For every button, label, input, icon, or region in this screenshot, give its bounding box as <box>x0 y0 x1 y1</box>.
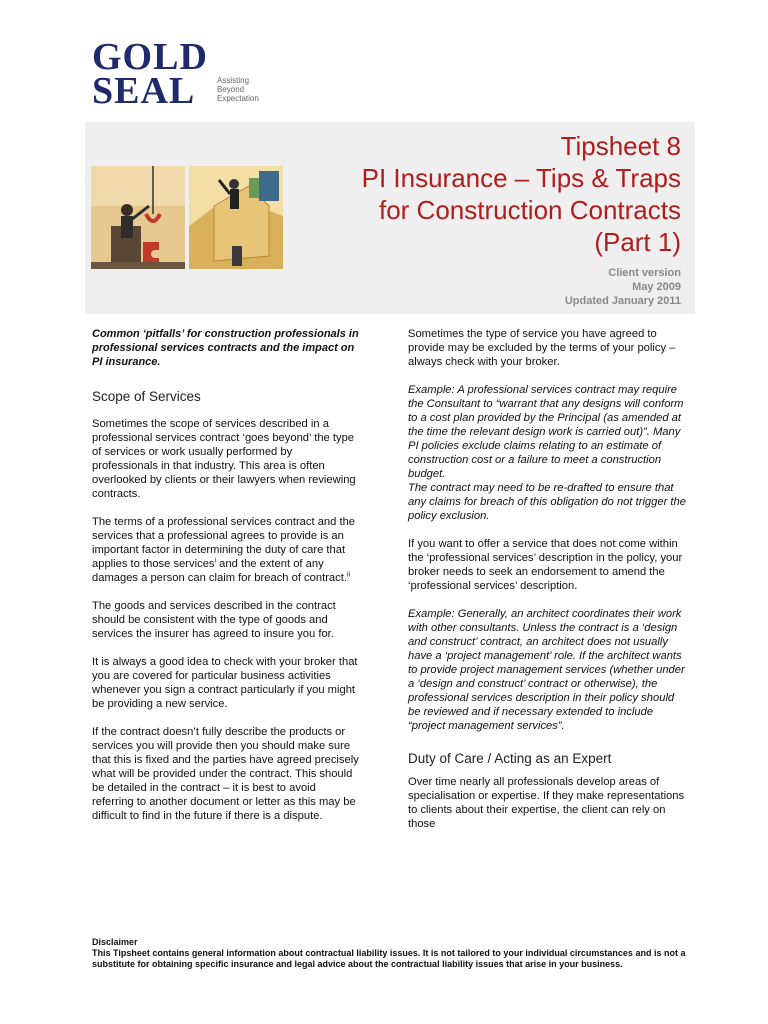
left-column <box>92 327 360 837</box>
disclaimer-title: Disclaimer <box>92 937 138 947</box>
title-line-1: Tipsheet 8 <box>560 131 681 161</box>
disclaimer <box>92 937 692 970</box>
heading-duty-of-care: Duty of Care / Acting as an Expert <box>408 751 612 766</box>
puzzle-figure-image <box>189 166 283 269</box>
date-label: May 2009 <box>632 281 681 293</box>
logo-tagline-2: Beyond <box>217 85 245 94</box>
illustration-crane-puzzle <box>91 166 185 269</box>
paragraph-scope-3: The goods and services described in the contract should be consistent with the type of goods and services the insurer has agreed to insure you for. <box>92 600 336 640</box>
logo-word-gold: GOLD <box>92 36 208 78</box>
paragraph-scope-4: It is always a good idea to check with your broker that you are covered for particular business activities whenever you sign a contract particularly if you might be providing a new service. <box>92 656 358 710</box>
example-redraft: The contract may need to be re-drafted to ensure that any claims for breach of this obligation do not trigger the policy exclusion. <box>408 482 686 522</box>
logo-seal-part-a: SE <box>92 70 141 112</box>
paragraph-scope-2-text-a: The terms of a professional services contract and the services that a professional agrees to provide is an important factor in determining the duty of care that applies to those services <box>92 516 356 570</box>
crane-puzzle-image <box>91 166 185 269</box>
logo-tagline-1: Assisting <box>217 76 250 85</box>
intro-text: Common ‘pitfalls’ for construction professionals in professional services contracts and the impact on PI insurance. <box>92 328 359 368</box>
footnote-ref-ii: ii <box>346 571 351 579</box>
heading-scope-of-services: Scope of Services <box>92 389 201 404</box>
paragraph-scope-2-text-b: and the extent of any damages a person can claim for breach of contract. <box>92 558 347 584</box>
illustration-puzzle-figure <box>189 166 283 269</box>
footnote-ref-i: i <box>214 557 217 565</box>
title-line-4: (Part 1) <box>594 227 681 257</box>
version-label: Client version <box>608 267 681 279</box>
paragraph-scope-1: Sometimes the scope of services described in a professional services contract ‘goes beyond’ the type of services or work usually performed by professionals in that industry. This area is often overlooked by clients or their lawyers when reviewing contracts. <box>92 418 356 500</box>
example-architect: Example: Generally, an architect coordinates their work with other consultants. Unless the contract is a ‘design and construct’ contract, an architect does not usually have a ‘project management’ role. If the architect wants to provide project management services (whether under a ‘design and construct’ contract or otherwise), the professional services description in their policy should be reviewed and if necessary extended to include “project management services”. <box>408 608 685 732</box>
right-column <box>408 327 686 845</box>
header-band <box>85 122 695 314</box>
paragraph-endorsement: If you want to offer a service that does not come within the ‘professional services’ description in the policy, your broker needs to seek an endorsement to amend the ‘professional services’ description. <box>408 538 683 592</box>
title-line-3: for Construction Contracts <box>378 195 681 225</box>
paragraph-scope-2 <box>92 515 360 585</box>
paragraph-scope-5: If the contract doesn’t fully describe the products or services you will provide then you should make sure that this is fixed and the parties have agreed precisely what will be provided under the contract. This should be detailed in the contract – it is best to avoid referring to another document or letter as this may be difficult to find in the future if there is a dispute. <box>92 726 359 822</box>
logo-word-seal <box>92 70 196 112</box>
example-cost-plan: Example: A professional services contract may require the Consultant to “warrant that any designs will conform to a cost plan provided by the Principal (as amended at the time the relevant design work is carried out)”. Many PI policies exclude claims relating to an estimate of construction cost or a failure to meet a construction budget. <box>408 384 684 480</box>
title-line-2: PI Insurance – Tips & Traps <box>361 163 681 193</box>
disclaimer-text: This Tipsheet contains general information about contractual liability issues. It is not tailored to your individual circumstances and is not a substitute for obtaining specific insurance and legal advice about the contractual liability issues that arise in your business. <box>92 948 686 969</box>
gold-seal-logo <box>92 36 292 112</box>
logo-tagline-3: Expectation <box>217 94 259 103</box>
paragraph-duty-of-care: Over time nearly all professionals develop areas of specialisation or expertise. If they make representations to clients about their expertise, the client can rely on those <box>408 776 685 830</box>
paragraph-exclusion: Sometimes the type of service you have agreed to provide may be excluded by the terms of your policy – always check with your broker. <box>408 328 676 368</box>
logo-seal-part-b: AL <box>140 70 196 112</box>
logo-tagline <box>217 76 287 103</box>
updated-label: Updated January 2011 <box>564 295 681 307</box>
